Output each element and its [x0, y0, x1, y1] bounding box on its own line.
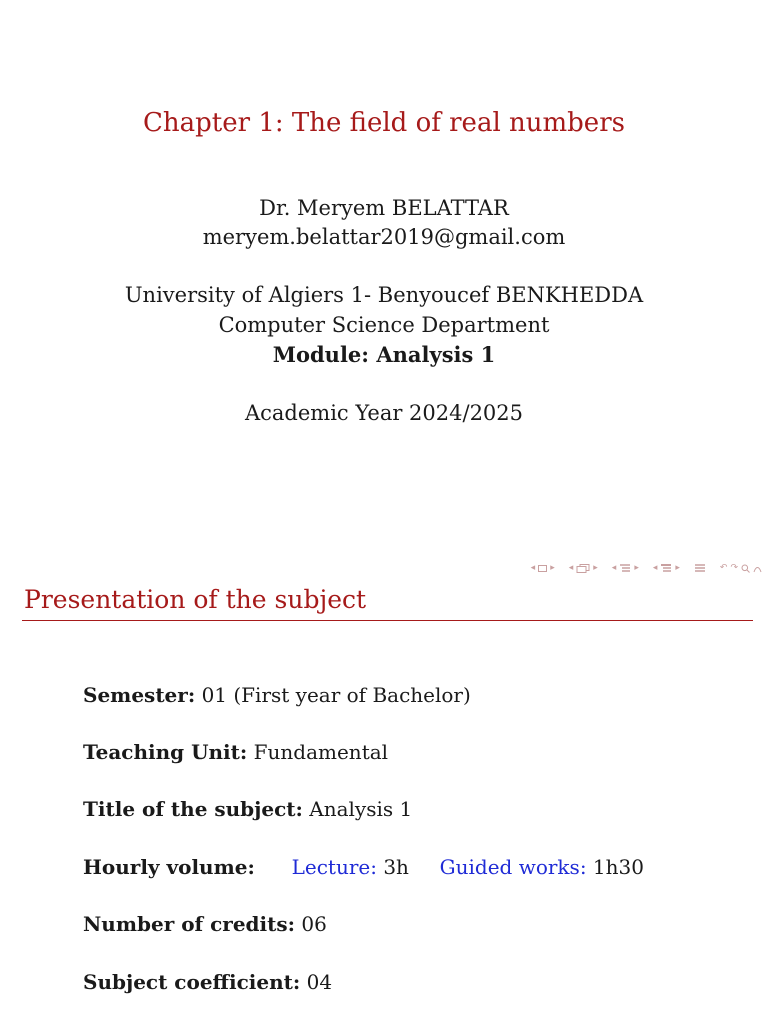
institution: University of Algiers 1- Benyoucef BENKHEDDA	[124, 283, 644, 307]
beamer-navigation	[531, 562, 762, 574]
nav-document-icon[interactable]: ◂ ▸	[652, 563, 680, 573]
nav-search-icon[interactable]: ↶ ↷	[720, 563, 762, 573]
teaching-unit-label: Teaching Unit:	[83, 740, 248, 764]
frame-title-rule	[22, 620, 753, 621]
coefficient-label: Subject coefficient:	[83, 970, 301, 994]
academic-year: Academic Year 2024/2025	[244, 401, 524, 425]
guided-works-value: 1h30	[592, 855, 644, 879]
coefficient-row	[83, 970, 332, 994]
nav-section-icon[interactable]: ◂ ▸	[611, 563, 639, 573]
module-name: Module: Analysis 1	[272, 342, 496, 367]
author-email: meryem.belattar2019@gmail.com	[202, 225, 566, 249]
semester-row	[83, 683, 471, 707]
author-name: Dr. Meryem BELATTAR	[259, 196, 509, 220]
credits-row	[83, 912, 327, 936]
subject-title-row	[83, 797, 412, 821]
credits-label: Number of credits:	[83, 912, 296, 936]
teaching-unit-row	[83, 740, 388, 764]
slide-title: Chapter 1: The field of real numbers	[143, 108, 625, 138]
hourly-volume-label: Hourly volume:	[83, 855, 255, 879]
coefficient-value: 04	[306, 970, 333, 994]
subject-title-label: Title of the subject:	[83, 797, 303, 821]
credits-value: 06	[301, 912, 327, 936]
nav-appendix-icon[interactable]	[694, 563, 706, 573]
hourly-volume-row	[83, 855, 644, 879]
semester-label: Semester:	[83, 683, 196, 707]
department: Computer Science Department	[218, 313, 550, 337]
semester-value: 01 (First year of Bachelor)	[201, 683, 471, 707]
subject-title-value: Analysis 1	[309, 797, 413, 821]
lecture-value: 3h	[383, 855, 409, 879]
nav-frame-icon[interactable]: ◂ ▸	[530, 563, 555, 573]
nav-subsection-icon[interactable]: ◂ ▸	[568, 563, 598, 573]
frame-title: Presentation of the subject	[24, 585, 367, 614]
subject-slide	[0, 563, 768, 1024]
lecture-label: Lecture:	[291, 855, 377, 879]
teaching-unit-value: Fundamental	[253, 740, 389, 764]
guided-works-label: Guided works:	[439, 855, 587, 879]
